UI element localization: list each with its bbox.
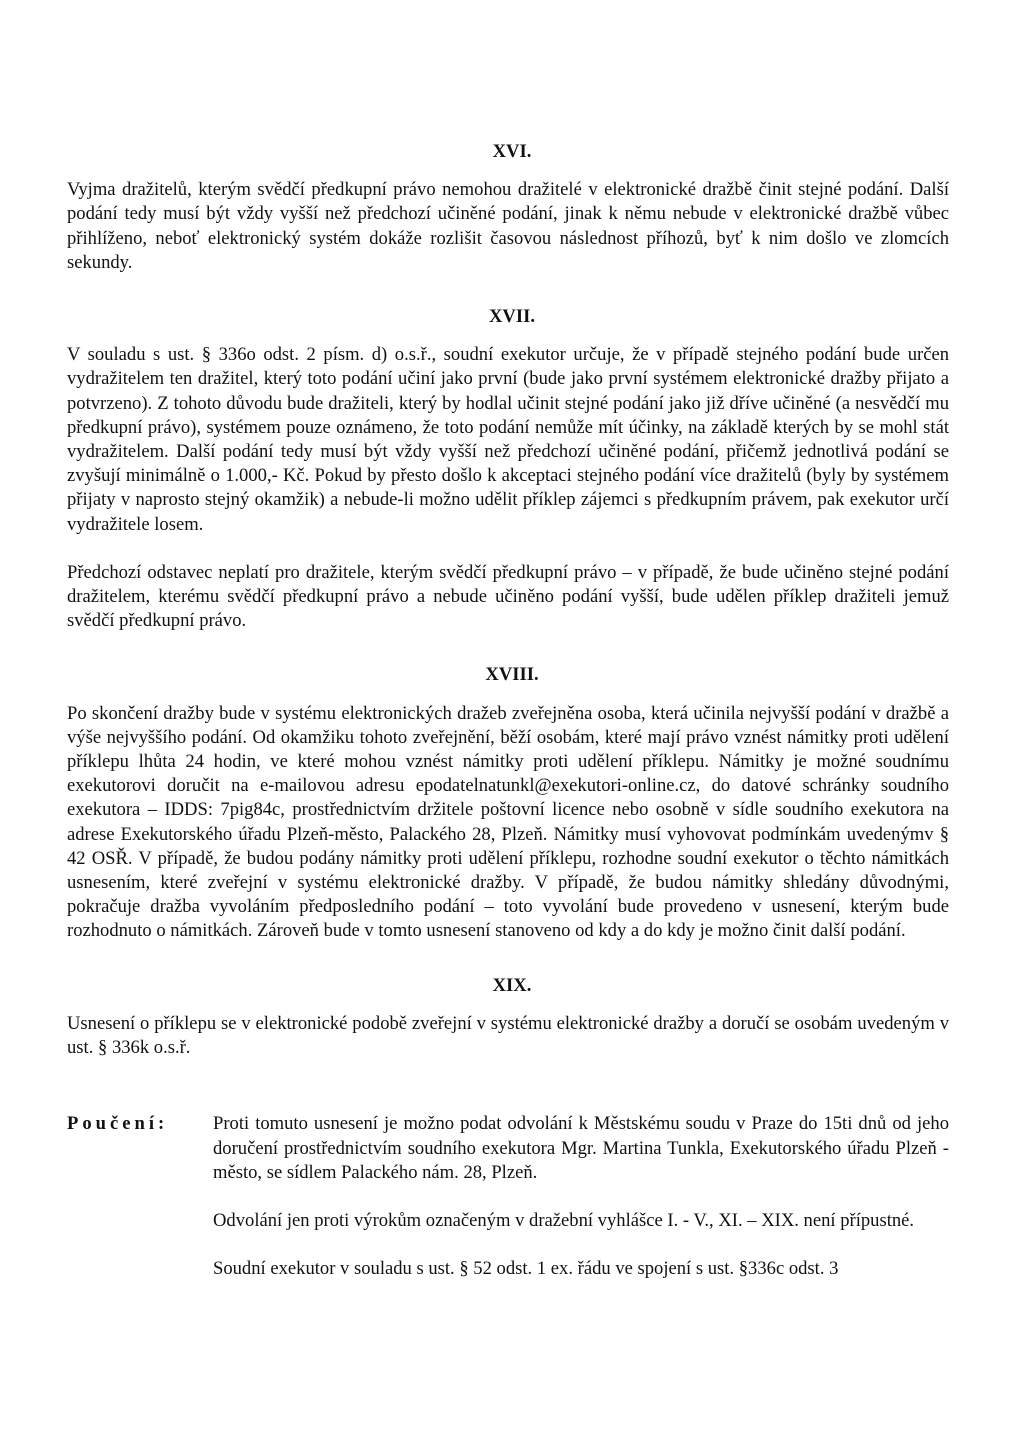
section-heading: XVI. [492,141,532,162]
section-heading: XIX. [492,974,532,996]
section-paragraph: Po skončení dražby bude v systému elektronických dražeb zveřejněna osoba, která učinila nejvyšší podání v dražbě a výše nejvyššího podání. Od okamžiku tohoto zveřejnění, běží osobám, které mají právo vznést námitky proti udělení příklepu lhůta 24 hodin, ve které mohou vznést námitky proti udělení příklepu. Námitky je možné soudnímu exekutorovi doručit na e-mailovou adresu epodatelnatunkl@exekutori-online.cz, do datové schránky soudního exekutora – IDDS: 7pig84c, prostřednictvím držitele poštovní licence nebo osobně v sídle soudního exekutora na adrese Exekutorského úřadu Plzeň-město, Palackého 28, Plzeň. Námitky musí vyhovovat podmínkám uvedenýmv § 42 OSŘ. V případě, že budou podány námitky proti udělení příklepu, rozhodne soudní exekutor o těchto námitkách usnesením, které zveřejní v systému elektronické dražby. V případě, že budou námitky shledány důvodnými, pokračuje dražba vyvoláním předposledního podání – toto vyvolání bude provedeno v usnesení, kterým bude rozhodnuto o námitkách. Zároveň bude v tomto usnesení stanoveno od kdy a do kdy je možno činit další podání. [67,702,949,942]
closing-line: Soudní exekutor v souladu s ust. § 52 odst. 1 ex. řádu ve spojení s ust. §336c odst. 3 [213,1258,839,1280]
section-paragraph: Usnesení o příklepu se v elektronické podobě zveřejní v systému elektronické dražby a doručí se osobám uvedeným v ust. § 336k o.s.ř. [67,1012,949,1059]
section-paragraph: V souladu s ust. § 336o odst. 2 písm. d) o.s.ř., soudní exekutor určuje, že v případě stejného podání bude určen vydražitelem ten dražitel, který toto podání učiní jako první (bude jako první systémem elektronické dražby přijato a potvrzeno). Z tohoto důvodu bude dražiteli, který by hodlal učinit stejné podání jako již dříve učiněné (a nesvědčí mu předkupní právo), systémem pouze oznámeno, že toto podání nemůže mít účinky, na základě kterých by se mohl stát vydražitelem. Další podání tedy musí být vždy vyšší než předchozí učiněné podání, přičemž jednotlivá podání se zvyšují minimálně o 1.000,- Kč. Pokud by přesto došlo k akceptaci stejného podání více dražitelů (byly by systémem přijaty v naprosto stejný okamžik) a nebude-li možno udělit příklep zájemci s předkupním právem, pak exekutor určí vydražitele losem. [67,344,949,535]
document-page [67,140,949,1281]
section-xviii [67,663,949,943]
section-xvi [67,140,949,275]
section-heading: XVII. [489,306,535,328]
section-paragraph: Předchozí odstavec neplatí pro dražitele, kterým svědčí předkupní právo – v případě, že bude učiněno stejné podání dražitelem, kterému svědčí předkupní právo a nebude učiněno podání vyšší, bude udělen příklep dražiteli jemuž svědčí předkupní právo. [67,561,949,632]
instruction-text: Proti tomuto usnesení je možno podat odvolání k Městskému soudu v Praze do 15ti dnů od jeho doručení prostřednictvím soudního exekutora Mgr. Martina Tunkla, Exekutorského úřadu Plzeň - město, se sídlem Palackého nám. 28, Plzeň. [213,1113,949,1183]
appeal-note: Odvolání jen proti výrokům označeným v dražební vyhlášce I. - V., XI. – XIX. není přípustné. [213,1209,915,1231]
instruction-block [67,1112,949,1281]
section-heading: XVIII. [485,664,539,686]
instruction-row [67,1112,949,1185]
instruction-label: Poučení: [67,1113,169,1135]
section-paragraph: Vyjma dražitelů, kterým svědčí předkupní právo nemohou dražitelé v elektronické dražbě činit stejné podání. Další podání tedy musí být vždy vyšší než předchozí učiněné podání, jinak k němu nebude v elektronické dražbě vůbec přihlíženo, neboť elektronický systém dokáže rozlišit časovou následnost příhozů, byť k nim došlo ve zlomcích sekundy. [67,179,949,273]
section-xvii [67,305,949,633]
section-xix [67,974,949,1061]
